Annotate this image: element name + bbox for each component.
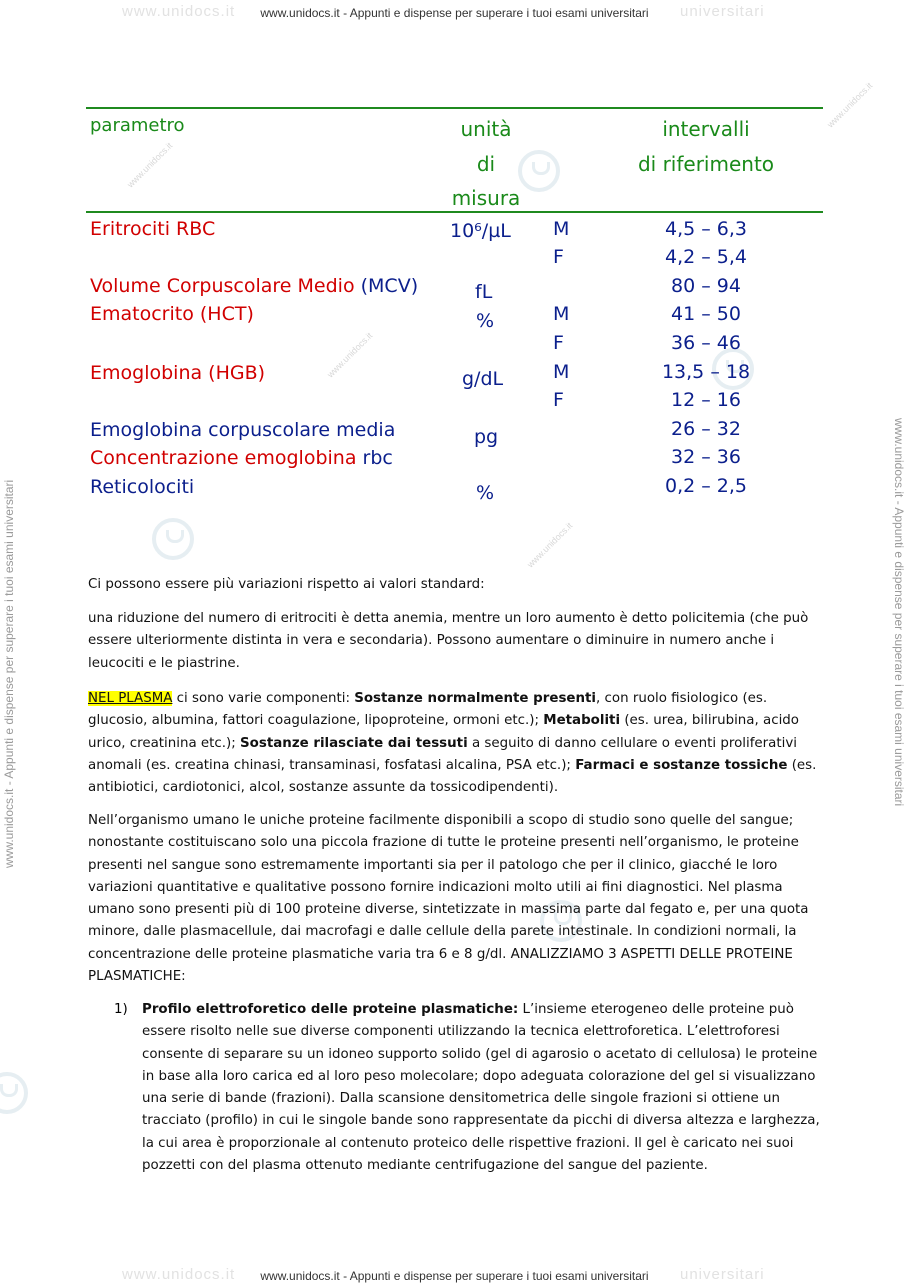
range-value: 4,5 – 6,3: [664, 218, 747, 240]
watermark-faint-footer-right: universitari: [680, 1266, 765, 1283]
list-number: 1): [114, 1002, 128, 1017]
sex-label: F: [553, 389, 564, 411]
text-span: ci sono varie componenti:: [172, 691, 355, 706]
watermark-side-left: www.unidocs.it - Appunti e dispense per superare i tuoi esami universitari: [2, 479, 16, 868]
watermark-footer: www.unidocs.it - Appunti e dispense per superare i tuoi esami universitari: [260, 1269, 649, 1283]
paragraph-text: Ci possono essere più variazioni rispetto ai valori standard:: [88, 577, 485, 592]
unit-label: g/dL: [462, 368, 504, 390]
list-item-elettroforesi: [142, 999, 832, 1177]
bold-term: Metaboliti: [543, 713, 621, 729]
range-value: 80 – 94: [671, 275, 741, 297]
paragraph-text: [88, 688, 828, 799]
param-label: Eritrociti RBC: [90, 218, 216, 240]
param-label-mcv: [90, 275, 418, 297]
range-value: 32 – 36: [671, 446, 741, 468]
text-span: (es. urea, bilirubina, acido urico, creatinina etc.);: [88, 713, 799, 751]
bold-term: Farmaci e sostanze tossiche: [575, 757, 788, 773]
param-label: Reticolociti: [90, 476, 195, 498]
range-value: 0,2 – 2,5: [664, 475, 747, 497]
range-value: 12 – 16: [671, 389, 741, 411]
param-label-blue: (MCV): [354, 275, 419, 297]
watermark-faint-footer-left: www.unidocs.it: [122, 1266, 236, 1283]
watermark-side-right: www.unidocs.it - Appunti e dispense per superare i tuoi esami universitari: [892, 418, 906, 807]
watermark-diagonal: www.unidocs.it: [325, 330, 375, 380]
sex-label: M: [553, 361, 570, 383]
header-parameter: parametro: [90, 115, 185, 136]
paragraph-proteine: [88, 810, 828, 988]
param-label-blue: rbc: [356, 447, 393, 469]
range-value: 4,2 – 5,4: [664, 246, 747, 268]
param-label-concentrazione: [90, 447, 393, 469]
header-unit-line3: misura: [451, 186, 521, 210]
text-span: a seguito di danno cellulare o eventi proliferativi anomali (es. creatina chinasi, transaminasi, fosfatasi alcalina, PSA etc.);: [88, 735, 797, 773]
header-unit-line2: di: [476, 152, 496, 176]
range-value: 41 – 50: [671, 303, 741, 325]
param-label-red: Concentrazione emoglobina: [90, 447, 357, 469]
sex-label: F: [553, 246, 564, 268]
text-span: , con ruolo fisiologico (es. glucosio, albumina, fattori coagulazione, lipoproteine, ormoni etc.);: [88, 691, 768, 729]
header-range-line2: di riferimento: [637, 152, 775, 176]
header-range-line1: intervalli: [662, 117, 750, 141]
param-label-red: Volume Corpuscolare Medio: [90, 275, 355, 297]
list-item-title: Profilo elettroforetico delle proteine plasmatiche:: [142, 1002, 519, 1017]
param-label: Emoglobina corpuscolare media: [90, 419, 396, 441]
param-label: Emoglobina (HGB): [90, 362, 266, 384]
param-label: Ematocrito (HCT): [90, 303, 254, 325]
range-value: 36 – 46: [671, 332, 741, 354]
unit-label: %: [476, 482, 495, 504]
list-item-text: L’insieme eterogeneo delle proteine può essere risolto nelle sue diverse componenti utilizzando la tecnica elettroforetica. L’elettroforesi consente di separare su un idoneo supporto solido (gel di agarosio o acetato di cellulosa) le proteine in base alla loro carica ed al loro peso molecolare; dopo adeguata colorazione del gel si visualizzano una serie di bande (frazioni). Dalla scansione densitometrica delle singole frazioni si ottiene un tracciato (profilo) in cui le singole bande sono rappresentate da picchi di diversa altezza e larghezza, la cui area è proporzionale al contenuto proteico delle rispettive frazioni. Il gel è caricato nei suoi pozzetti con del plasma ottenuto mediante centrifugazione del sangue del paziente.: [142, 1002, 820, 1174]
watermark-faint-header-left: www.unidocs.it: [122, 3, 236, 20]
highlight-nel-plasma: NEL PLASMA: [88, 691, 173, 706]
paragraph-intro: [88, 574, 828, 596]
watermark-diagonal: www.unidocs.it: [825, 80, 875, 130]
sex-label: M: [553, 303, 570, 325]
watermark-header: www.unidocs.it - Appunti e dispense per superare i tuoi esami universitari: [260, 6, 649, 20]
bold-term: Sostanze rilasciate dai tessuti: [240, 735, 468, 751]
watermark-diagonal: www.unidocs.it: [125, 140, 175, 190]
text-span: (es. antibiotici, cardiotonici, alcol, sostanze assunte da tossicodipendenti).: [88, 757, 817, 796]
header-unit-line1: unità: [460, 117, 512, 141]
table-header-rule: [86, 211, 823, 213]
watermark-logo-icon: [152, 518, 194, 560]
unit-label: %: [476, 310, 495, 332]
range-value: 13,5 – 18: [661, 361, 751, 383]
watermark-faint-header-right: universitari: [680, 3, 765, 20]
watermark-logo-icon: [0, 1072, 28, 1114]
watermark-diagonal: www.unidocs.it: [525, 520, 575, 570]
paragraph-text: una riduzione del numero di eritrociti è detta anemia, mentre un loro aumento è detto policitemia (che può essere ulteriormente distinta in vera e secondaria). Possono aumentare o diminuire in numero anche i leucociti e le piastrine.: [88, 611, 809, 671]
unit-label: fL: [475, 281, 493, 303]
bold-term: Sostanze normalmente presenti: [354, 691, 597, 706]
unit-label: 10⁶/µL: [450, 220, 511, 242]
sex-label: M: [553, 218, 570, 240]
paragraph-plasma: [88, 688, 828, 799]
paragraph-anemia: [88, 608, 828, 675]
sex-label: F: [553, 332, 564, 354]
paragraph-text: Nell’organismo umano le uniche proteine facilmente disponibili a scopo di studio sono quelle del sangue; nonostante costituiscano solo una piccola frazione di tutte le proteine presenti nell’organismo, le proteine presenti nel sangue sono estremamente importanti sia per il patologo che per il clinico, giacché le loro variazioni quantitative e qualitative possono fornire indicazioni molto utili ai fini diagnostici. Nel plasma umano sono presenti più di 100 proteine diverse, sintetizzate in massima parte dal fegato e, per una quota minore, dalle plasmacellule, dai macrofagi e dalle cellule della parete intestinale. In condizioni normali, la concentrazione delle proteine plasmatiche varia tra 6 e 8 g/dl. ANALIZZIAMO 3 ASPETTI DELLE PROTEINE PLASMATICHE:: [88, 813, 809, 985]
unit-label: pg: [474, 426, 499, 448]
table-top-rule: [86, 107, 823, 109]
range-value: 26 – 32: [671, 418, 741, 440]
